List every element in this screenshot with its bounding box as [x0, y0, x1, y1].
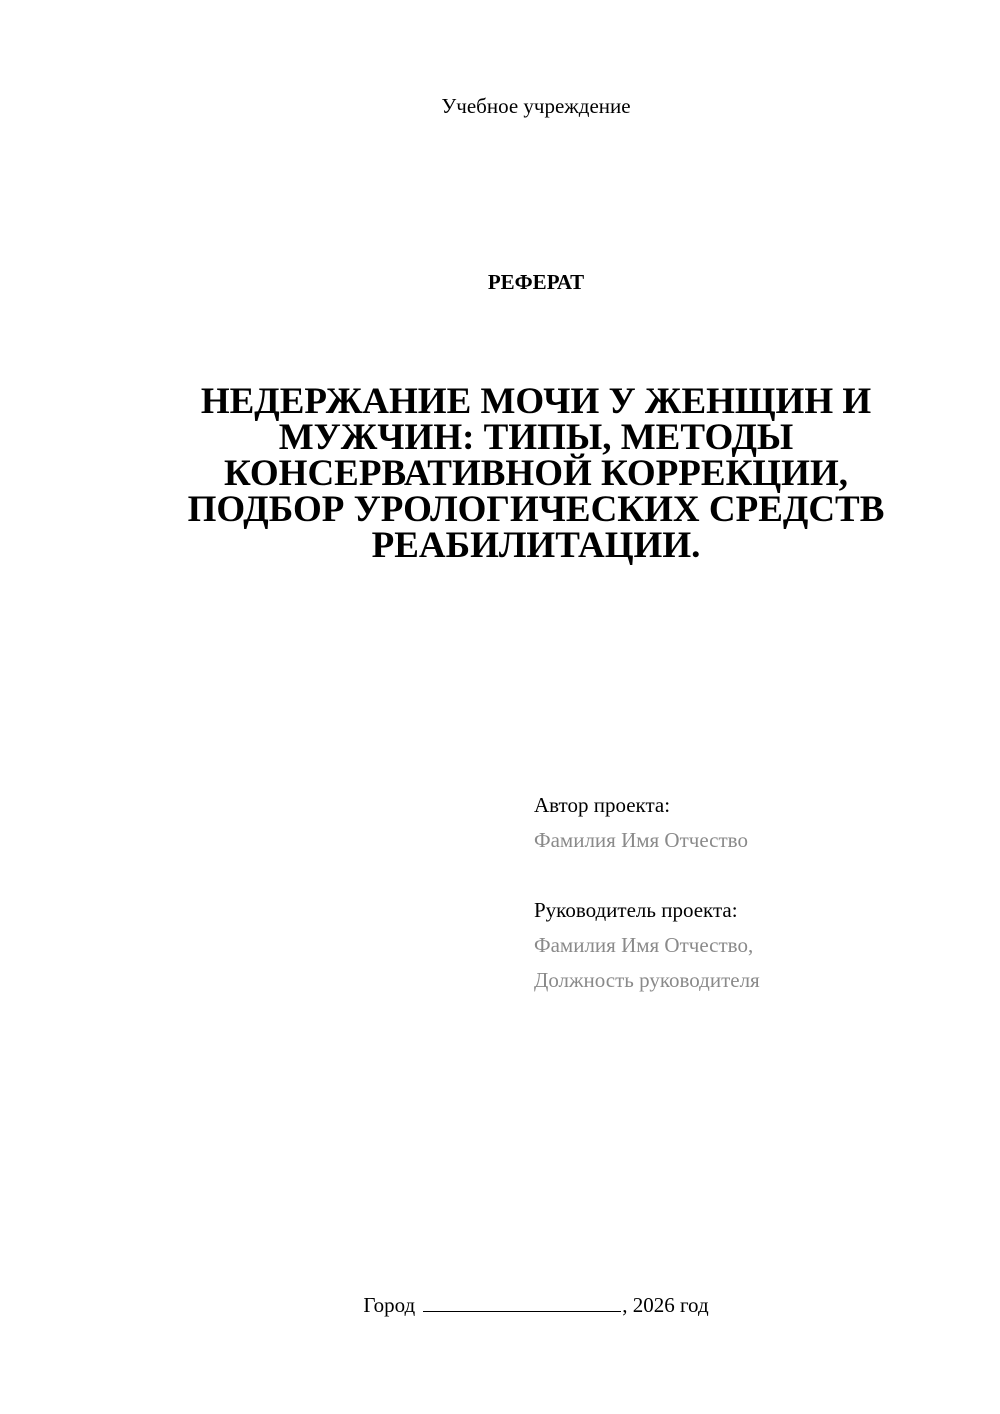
title-line: МУЖЧИН: ТИПЫ, МЕТОДЫ	[278, 417, 794, 458]
city-blank-underline	[423, 1291, 621, 1312]
title-line: ПОДБОР УРОЛОГИЧЕСКИХ СРЕДСТВ	[187, 489, 885, 530]
supervisor-block	[534, 893, 974, 998]
author-label: Автор проекта:	[534, 793, 671, 817]
author-block	[534, 788, 974, 858]
supervisor-label: Руководитель проекта:	[534, 898, 738, 922]
author-name-placeholder: Фамилия Имя Отчество	[534, 828, 748, 852]
document-title	[150, 381, 922, 566]
supervisor-name-placeholder: Фамилия Имя Отчество,	[534, 933, 754, 957]
title-line: КОНСЕРВАТИВНОЙ КОРРЕКЦИИ,	[224, 453, 848, 494]
supervisor-position-placeholder: Должность руководителя	[534, 968, 760, 992]
year-text: , 2026 год	[622, 1293, 709, 1317]
city-year-line	[0, 1290, 1000, 1320]
title-line: РЕАБИЛИТАЦИИ.	[371, 525, 701, 566]
city-label: Город	[363, 1293, 416, 1317]
document-type: РЕФЕРАТ	[487, 270, 585, 294]
institution-name: Учебное учреждение	[441, 94, 631, 118]
title-line: НЕДЕРЖАНИЕ МОЧИ У ЖЕНЩИН И	[200, 381, 872, 422]
